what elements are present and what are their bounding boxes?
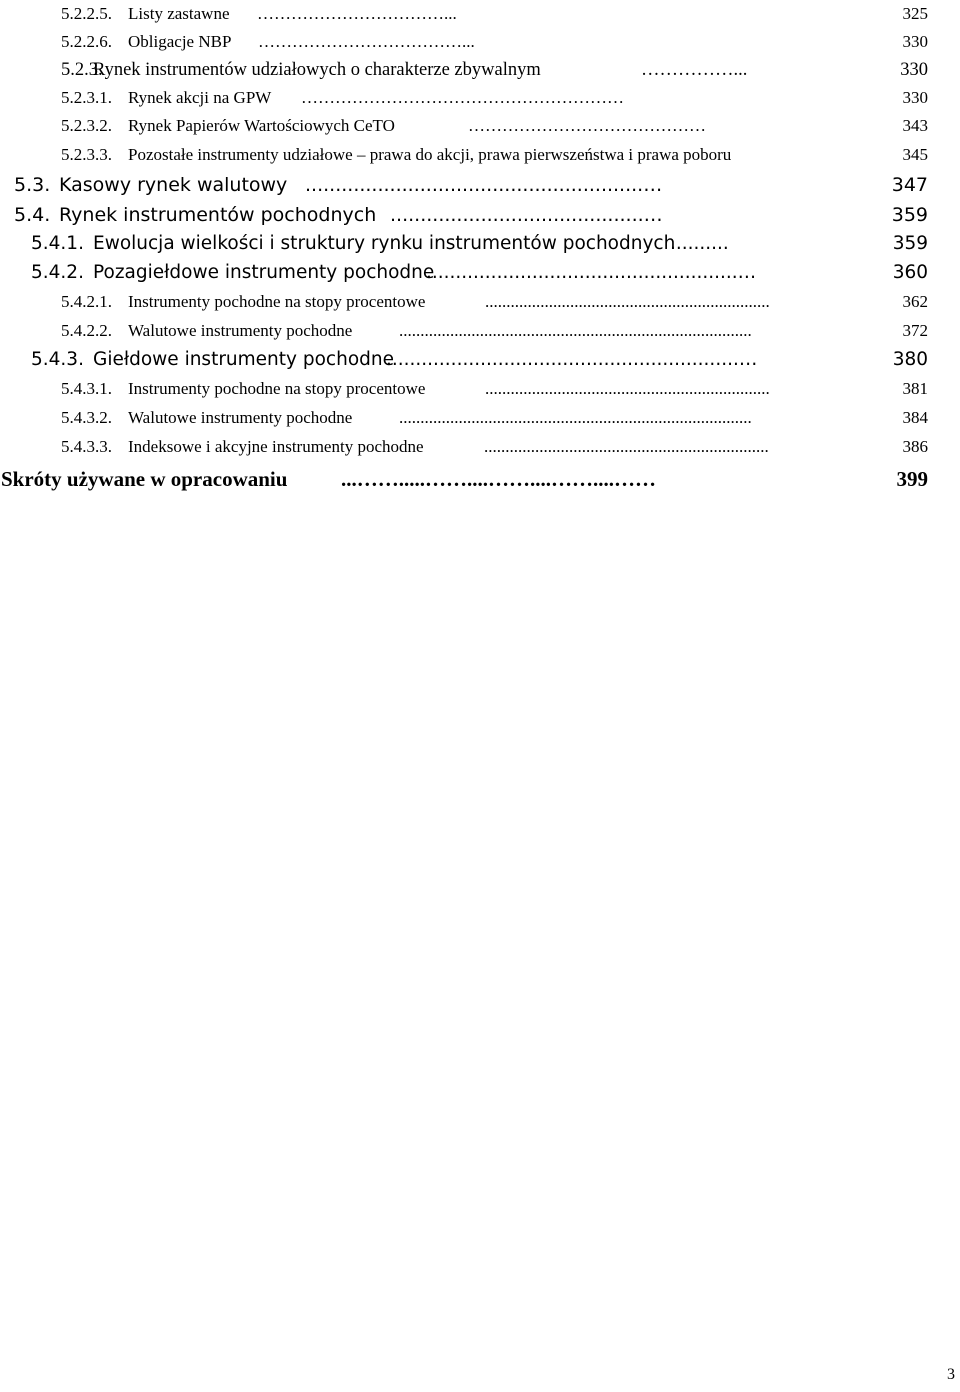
entry-title: Indeksowe i akcyjne instrumenty pochodne xyxy=(128,437,424,456)
entry-title: Rynek akcji na GPW xyxy=(128,88,272,107)
toc-entry xyxy=(0,112,960,140)
entry-number: 5.4.3.2. xyxy=(61,408,112,427)
toc-entry xyxy=(0,171,960,199)
entry-page: 399 xyxy=(896,467,928,491)
entry-leader: ………………………………………………… xyxy=(301,88,624,107)
entry-number: 5.4.1. xyxy=(31,233,84,254)
entry-title: Giełdowe instrumenty pochodne xyxy=(93,349,394,370)
toc-entry xyxy=(0,317,960,345)
entry-title: Walutowe instrumenty pochodne xyxy=(128,408,353,427)
entry-number: 5.3. xyxy=(14,174,51,196)
entry-title: Listy zastawne xyxy=(128,4,230,23)
entry-page: 359 xyxy=(892,233,928,254)
entry-leader: ................................................................................... xyxy=(399,321,752,340)
entry-number: 5.4.2. xyxy=(31,262,84,283)
entry-page: 381 xyxy=(902,379,928,398)
toc-entry xyxy=(0,230,960,258)
entry-leader: .....................................................… xyxy=(426,262,757,283)
toc-entry xyxy=(0,201,960,229)
entry-number: 5.2.3.2. xyxy=(61,116,112,135)
entry-leader: ................................................................... xyxy=(485,379,770,398)
entry-leader: ...…….....……....……....……....…… xyxy=(341,467,656,491)
entry-page: 343 xyxy=(902,116,928,135)
entry-title: Ewolucja wielkości i struktury rynku instrumentów pochodnych xyxy=(93,233,676,254)
entry-page: 330 xyxy=(900,60,928,80)
entry-page: 325 xyxy=(902,4,928,23)
toc-entry xyxy=(0,433,960,461)
entry-number: 5.4.2.2. xyxy=(61,321,112,340)
toc-entry xyxy=(0,28,960,56)
entry-page: 359 xyxy=(891,204,928,226)
entry-title: Rynek instrumentów udziałowych o charakterze zbywalnym xyxy=(93,60,541,80)
entry-page: 372 xyxy=(902,321,928,340)
entry-title: Skróty używane w opracowaniu xyxy=(1,467,288,491)
entry-title: Rynek Papierów Wartościowych CeTO xyxy=(128,116,395,135)
entry-page: 384 xyxy=(902,408,928,427)
entry-title: Rynek instrumentów pochodnych xyxy=(59,204,377,226)
entry-page: 360 xyxy=(892,262,928,283)
entry-leader: ..........................................… xyxy=(390,204,663,226)
entry-page: 380 xyxy=(892,349,928,370)
entry-number: 5.4.3. xyxy=(31,349,84,370)
entry-page: 345 xyxy=(902,145,928,164)
entry-page: 347 xyxy=(891,174,928,196)
entry-leader: ……………………………... xyxy=(257,4,457,23)
entry-leader: ........................................................… xyxy=(305,174,663,196)
entry-title: Pozostałe instrumenty udziałowe – prawa do akcji, prawa pierwszeństwa i prawa poboru xyxy=(128,145,732,164)
entry-number: 5.4.2.1. xyxy=(61,292,112,311)
entry-leader: ................................................................... xyxy=(485,292,770,311)
entry-leader: ………………………………... xyxy=(258,32,475,51)
entry-number: 5.2.3. xyxy=(61,60,103,80)
entry-title: Obligacje NBP xyxy=(128,32,232,51)
entry-page: 386 xyxy=(902,437,928,456)
entry-number: 5.2.2.5. xyxy=(61,4,112,23)
entry-leader: ................................................................... xyxy=(484,437,769,456)
toc-entry xyxy=(0,0,960,28)
entry-leader: …………………………………… xyxy=(468,116,706,135)
entry-leader: .......... xyxy=(670,233,729,254)
entry-leader: ……………... xyxy=(641,60,748,80)
entry-title: Walutowe instrumenty pochodne xyxy=(128,321,353,340)
toc-entry xyxy=(0,259,960,287)
entry-number: 5.4. xyxy=(14,204,51,226)
entry-number: 5.2.2.6. xyxy=(61,32,112,51)
toc-entry xyxy=(0,346,960,374)
entry-title: Kasowy rynek walutowy xyxy=(59,174,288,196)
entry-title: Instrumenty pochodne na stopy procentowe xyxy=(128,379,426,398)
toc-entry xyxy=(0,84,960,112)
footer-page-number: 3 xyxy=(947,1366,955,1383)
toc-entry xyxy=(0,288,960,316)
toc-entry xyxy=(0,56,960,84)
toc-entry-final xyxy=(0,464,960,494)
entry-page: 362 xyxy=(902,292,928,311)
entry-number: 5.4.3.3. xyxy=(61,437,112,456)
toc-entry xyxy=(0,404,960,432)
entry-page: 330 xyxy=(902,88,928,107)
entry-leader: ................................................................................... xyxy=(399,408,752,427)
entry-page: 330 xyxy=(902,32,928,51)
entry-leader: ............................................................… xyxy=(386,349,758,370)
entry-number: 5.2.3.1. xyxy=(61,88,112,107)
toc-entry xyxy=(0,375,960,403)
entry-number: 5.2.3.3. xyxy=(61,145,112,164)
toc-entry xyxy=(0,141,960,169)
entry-title: Pozagiełdowe instrumenty pochodne xyxy=(93,262,435,283)
entry-title: Instrumenty pochodne na stopy procentowe xyxy=(128,292,426,311)
entry-number: 5.4.3.1. xyxy=(61,379,112,398)
